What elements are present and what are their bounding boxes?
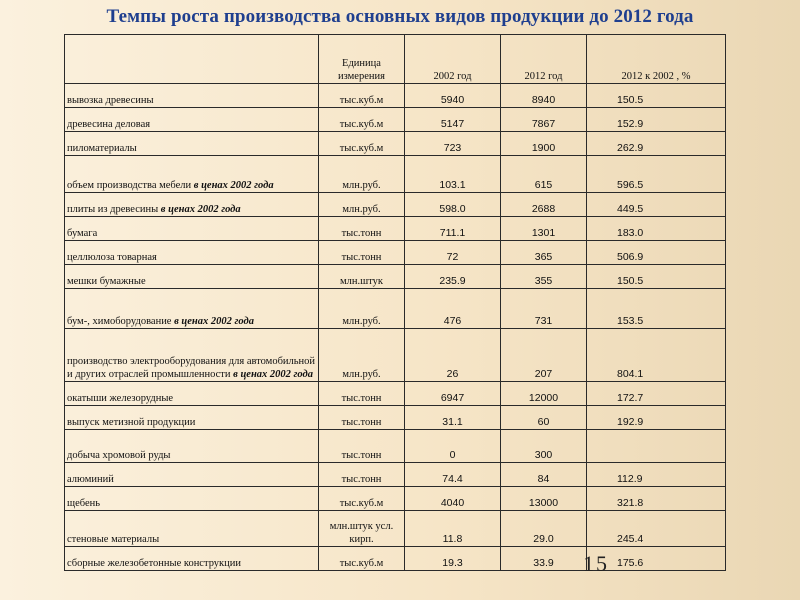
row-ratio	[587, 430, 726, 463]
row-name	[65, 193, 319, 217]
row-name-text: выпуск метизной продукции	[67, 417, 196, 428]
table-row	[65, 430, 726, 463]
row-name	[65, 217, 319, 241]
row-name-text: объем производства мебели	[67, 180, 194, 191]
table-row	[65, 84, 726, 108]
row-value-2002: 4040	[405, 487, 501, 511]
table-row	[65, 265, 726, 289]
row-unit: тыс.тонн	[319, 241, 405, 265]
row-name-text: добыча хромовой руды	[67, 450, 171, 461]
table-row	[65, 487, 726, 511]
row-ratio: 150.5	[587, 265, 726, 289]
row-ratio: 245.4	[587, 511, 726, 547]
row-value-2002: 11.8	[405, 511, 501, 547]
row-value-2002: 476	[405, 289, 501, 329]
row-name-text: вывозка древесины	[67, 95, 154, 106]
row-value-2002: 711.1	[405, 217, 501, 241]
row-value-2012: 615	[501, 156, 587, 193]
row-name	[65, 108, 319, 132]
row-name-text: окатыши железорудные	[67, 393, 174, 404]
row-unit: тыс.куб.м	[319, 108, 405, 132]
row-value-2012: 13000	[501, 487, 587, 511]
row-name	[65, 132, 319, 156]
row-unit: млн.штук	[319, 265, 405, 289]
row-value-2012: 33.9	[501, 547, 587, 571]
header-2012: 2012 год	[501, 35, 587, 84]
row-value-2002: 5147	[405, 108, 501, 132]
row-value-2002: 19.3	[405, 547, 501, 571]
row-value-2002: 72	[405, 241, 501, 265]
row-ratio: 175.6	[587, 547, 726, 571]
row-name	[65, 511, 319, 547]
row-value-2012: 355	[501, 265, 587, 289]
row-ratio: 150.5	[587, 84, 726, 108]
row-unit: тыс.куб.м	[319, 84, 405, 108]
row-name-text: алюминий	[67, 474, 114, 485]
row-name	[65, 487, 319, 511]
table-row	[65, 406, 726, 430]
row-name-text: бумага	[67, 228, 98, 239]
table-row	[65, 156, 726, 193]
row-ratio: 153.5	[587, 289, 726, 329]
row-value-2012: 1900	[501, 132, 587, 156]
row-name	[65, 463, 319, 487]
row-unit: тыс.куб.м	[319, 132, 405, 156]
row-value-2002: 74.4	[405, 463, 501, 487]
row-ratio: 172.7	[587, 382, 726, 406]
row-value-2002: 235.9	[405, 265, 501, 289]
row-value-2012: 207	[501, 329, 587, 382]
header-row	[65, 35, 726, 84]
row-unit: млн.руб.	[319, 289, 405, 329]
row-name-text: плиты из древесины	[67, 204, 161, 215]
row-ratio: 804.1	[587, 329, 726, 382]
row-name	[65, 241, 319, 265]
row-unit: млн.руб.	[319, 329, 405, 382]
row-price-basis: в ценах 2002 года	[193, 180, 274, 191]
row-value-2012: 7867	[501, 108, 587, 132]
row-ratio: 449.5	[587, 193, 726, 217]
row-value-2012: 84	[501, 463, 587, 487]
row-value-2002: 598.0	[405, 193, 501, 217]
row-price-basis: в ценах 2002 года	[174, 316, 254, 327]
row-unit: тыс.куб.м	[319, 547, 405, 571]
row-ratio: 596.5	[587, 156, 726, 193]
row-name-text: бум-, химоборудование	[67, 316, 175, 327]
production-table	[64, 34, 726, 571]
page-number: 15	[583, 551, 609, 576]
row-unit: тыс.тонн	[319, 463, 405, 487]
row-value-2012: 2688	[501, 193, 587, 217]
table-row	[65, 289, 726, 329]
row-value-2012: 8940	[501, 84, 587, 108]
table-row	[65, 132, 726, 156]
table-row	[65, 217, 726, 241]
row-value-2012: 12000	[501, 382, 587, 406]
row-unit: тыс.куб.м	[319, 487, 405, 511]
table-row	[65, 108, 726, 132]
row-value-2012: 365	[501, 241, 587, 265]
row-name-text: древесина деловая	[67, 119, 151, 130]
table-row	[65, 511, 726, 547]
row-value-2012: 60	[501, 406, 587, 430]
row-name	[65, 382, 319, 406]
row-price-basis: в ценах 2002 года	[160, 204, 241, 215]
header-name	[65, 35, 319, 84]
table-row	[65, 241, 726, 265]
row-name	[65, 289, 319, 329]
row-value-2002: 5940	[405, 84, 501, 108]
row-ratio: 506.9	[587, 241, 726, 265]
row-value-2002: 26	[405, 329, 501, 382]
row-name-text: сборные железобетонные конструкции	[67, 558, 242, 569]
table-row	[65, 547, 726, 571]
row-name-text: щебень	[67, 498, 101, 509]
row-name	[65, 84, 319, 108]
row-ratio: 262.9	[587, 132, 726, 156]
table-row	[65, 329, 726, 382]
row-unit: млн.штук усл. кирп.	[319, 511, 405, 547]
row-name-text: стеновые материалы	[67, 534, 160, 545]
row-name	[65, 430, 319, 463]
row-value-2002: 6947	[405, 382, 501, 406]
table-row	[65, 382, 726, 406]
row-name-text: целлюлоза товарная	[67, 252, 157, 263]
row-value-2002: 723	[405, 132, 501, 156]
row-name	[65, 265, 319, 289]
page-title: Темпы роста производства основных видов продукции до 2012 года	[106, 6, 694, 27]
row-name-text: пиломатериалы	[67, 143, 137, 154]
table-row	[65, 463, 726, 487]
header-2002: 2002 год	[405, 35, 501, 84]
row-unit: тыс.тонн	[319, 430, 405, 463]
row-unit: тыс.тонн	[319, 217, 405, 241]
row-name-text: производство электрооборудования для автомобильной и других отраслей промышленности	[67, 356, 316, 380]
row-ratio: 321.8	[587, 487, 726, 511]
row-name	[65, 547, 319, 571]
row-ratio: 152.9	[587, 108, 726, 132]
row-unit: млн.руб.	[319, 156, 405, 193]
row-value-2002: 0	[405, 430, 501, 463]
table-row	[65, 193, 726, 217]
row-name	[65, 406, 319, 430]
row-name	[65, 156, 319, 193]
row-value-2012: 731	[501, 289, 587, 329]
row-unit: млн.руб.	[319, 193, 405, 217]
header-ratio: 2012 к 2002 , %	[587, 35, 726, 84]
row-unit: тыс.тонн	[319, 382, 405, 406]
row-ratio: 112.9	[587, 463, 726, 487]
row-value-2002: 103.1	[405, 156, 501, 193]
row-ratio: 183.0	[587, 217, 726, 241]
row-ratio: 192.9	[587, 406, 726, 430]
row-price-basis: в ценах 2002 года	[233, 369, 313, 380]
row-value-2012: 1301	[501, 217, 587, 241]
row-value-2012: 29.0	[501, 511, 587, 547]
row-value-2012: 300	[501, 430, 587, 463]
row-name-text: мешки бумажные	[67, 276, 146, 287]
header-unit: Единица измерения	[319, 35, 405, 84]
row-value-2002: 31.1	[405, 406, 501, 430]
row-unit: тыс.тонн	[319, 406, 405, 430]
row-name	[65, 329, 319, 382]
